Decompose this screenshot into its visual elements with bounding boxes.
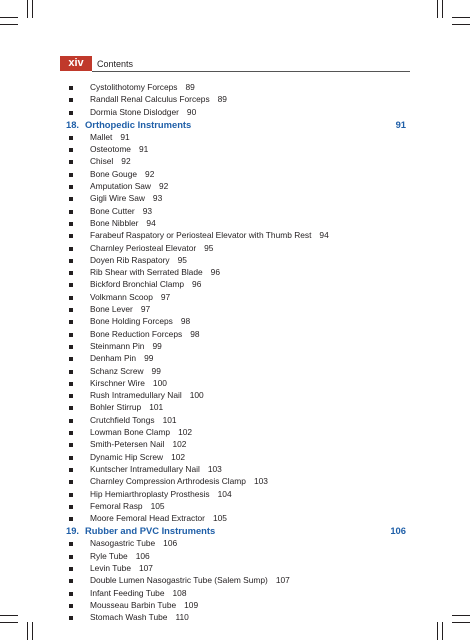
list-item[interactable] <box>66 155 406 167</box>
square-bullet-icon <box>69 148 73 152</box>
list-item[interactable] <box>66 401 406 413</box>
item-text <box>90 254 187 266</box>
item-text <box>90 611 189 623</box>
item-text <box>90 550 150 562</box>
item-text <box>90 537 177 549</box>
item-text <box>90 168 154 180</box>
list-item[interactable] <box>66 168 406 180</box>
item-title: Chisel <box>90 156 114 167</box>
item-page-number: 108 <box>172 587 187 598</box>
list-item[interactable] <box>66 451 406 463</box>
item-page-number: 92 <box>121 156 131 167</box>
list-item[interactable] <box>66 266 406 278</box>
item-title: Charnley Compression Arthrodesis Clamp <box>90 476 246 487</box>
square-bullet-icon <box>69 234 73 238</box>
list-item[interactable] <box>66 562 406 574</box>
list-item[interactable] <box>66 488 406 500</box>
list-item[interactable] <box>66 180 406 192</box>
item-text <box>90 205 152 217</box>
item-title: Amputation Saw <box>90 181 151 192</box>
item-page-number: 99 <box>144 353 154 364</box>
square-bullet-icon <box>69 493 73 497</box>
square-bullet-icon <box>69 394 73 398</box>
item-text <box>90 242 213 254</box>
square-bullet-icon <box>69 222 73 226</box>
item-page-number: 93 <box>152 193 163 204</box>
item-title: Nasogastric Tube <box>90 538 156 549</box>
item-text <box>90 500 165 512</box>
page-number: xiv <box>60 56 92 71</box>
item-text <box>90 278 201 290</box>
item-page-number: 103 <box>207 463 222 474</box>
item-title: Gigli Wire Saw <box>90 193 145 204</box>
item-page-number: 95 <box>204 242 214 253</box>
item-title: Double Lumen Nasogastric Tube (Salem Sump) <box>90 575 268 586</box>
list-item[interactable] <box>66 81 406 93</box>
crop-mark <box>452 17 470 18</box>
item-page-number: 91 <box>138 144 149 155</box>
list-item[interactable] <box>66 340 406 352</box>
item-title: Rush Intramedullary Nail <box>90 390 182 401</box>
square-bullet-icon <box>69 210 73 214</box>
item-page-number: 97 <box>160 291 171 302</box>
item-page-number: 90 <box>186 106 197 117</box>
item-title: Dynamic Hip Screw <box>90 451 164 462</box>
square-bullet-icon <box>69 579 73 583</box>
item-page-number: 105 <box>212 513 227 524</box>
list-item[interactable] <box>66 217 406 229</box>
list-item[interactable] <box>66 242 406 254</box>
item-title: Moore Femoral Head Extractor <box>90 513 205 524</box>
square-bullet-icon <box>69 259 73 263</box>
item-text <box>90 229 329 241</box>
list-item[interactable] <box>66 365 406 377</box>
square-bullet-icon <box>69 616 73 620</box>
item-text <box>90 401 163 413</box>
item-page-number: 91 <box>120 131 130 142</box>
item-title: Lowman Bone Clamp <box>90 427 171 438</box>
item-page-number: 101 <box>162 414 177 425</box>
item-page-number: 105 <box>150 500 165 511</box>
list-item[interactable] <box>66 192 406 204</box>
item-text <box>90 291 170 303</box>
list-item[interactable] <box>66 475 406 487</box>
square-bullet-icon <box>69 555 73 559</box>
crop-mark <box>0 24 18 25</box>
item-text <box>90 192 162 204</box>
page-header <box>60 56 410 72</box>
crop-mark <box>32 622 33 640</box>
crop-mark <box>442 622 443 640</box>
item-title: Volkmann Scoop <box>90 291 153 302</box>
item-page-number: 109 <box>184 599 199 610</box>
item-page-number: 93 <box>142 205 153 216</box>
list-item[interactable] <box>66 537 406 549</box>
item-title: Bone Cutter <box>90 205 135 216</box>
square-bullet-icon <box>69 382 73 386</box>
square-bullet-icon <box>69 357 73 361</box>
item-text <box>90 438 186 450</box>
item-page-number: 94 <box>319 230 329 241</box>
item-title: Schanz Screw <box>90 365 144 376</box>
item-text <box>90 328 200 340</box>
item-title: Bone Gouge <box>90 168 138 179</box>
square-bullet-icon <box>69 480 73 484</box>
item-page-number: 89 <box>217 94 227 105</box>
item-title: Mallet <box>90 131 113 142</box>
item-title: Bone Reduction Forceps <box>90 328 183 339</box>
item-page-number: 102 <box>172 439 187 450</box>
item-page-number: 92 <box>159 181 169 192</box>
crop-mark <box>0 615 18 616</box>
item-page-number: 107 <box>138 562 153 573</box>
crop-mark <box>27 622 28 640</box>
item-text <box>90 599 198 611</box>
item-title: Bone Nibbler <box>90 217 139 228</box>
list-item[interactable] <box>66 352 406 364</box>
item-text <box>90 574 290 586</box>
item-text <box>90 512 227 524</box>
square-bullet-icon <box>69 98 73 102</box>
item-page-number: 95 <box>177 254 187 265</box>
square-bullet-icon <box>69 505 73 509</box>
item-title: Hip Hemiarthroplasty Prosthesis <box>90 488 210 499</box>
crop-mark <box>452 24 470 25</box>
square-bullet-icon <box>69 370 73 374</box>
list-item[interactable] <box>66 229 406 241</box>
item-title: Femoral Rasp <box>90 500 143 511</box>
item-text <box>90 475 268 487</box>
square-bullet-icon <box>69 567 73 571</box>
list-item[interactable] <box>66 315 406 327</box>
item-text <box>90 93 227 105</box>
item-page-number: 96 <box>210 267 220 278</box>
item-text <box>90 266 220 278</box>
square-bullet-icon <box>69 517 73 521</box>
header-rule <box>92 71 410 72</box>
item-title: Bone Holding Forceps <box>90 316 173 327</box>
square-bullet-icon <box>69 197 73 201</box>
item-text <box>90 155 131 167</box>
square-bullet-icon <box>69 419 73 423</box>
item-page-number: 99 <box>151 365 161 376</box>
item-text <box>90 587 186 599</box>
list-item[interactable] <box>66 291 406 303</box>
item-page-number: 102 <box>178 427 193 438</box>
item-title: Denham Pin <box>90 353 137 364</box>
item-title: Rib Shear with Serrated Blade <box>90 267 203 278</box>
list-item[interactable] <box>66 254 406 266</box>
square-bullet-icon <box>69 443 73 447</box>
list-item[interactable] <box>66 574 406 586</box>
item-title: Farabeuf Raspatory or Periosteal Elevator with Thumb Rest <box>90 230 312 241</box>
item-text <box>90 414 177 426</box>
square-bullet-icon <box>69 542 73 546</box>
list-item[interactable] <box>66 512 406 524</box>
item-title: Randall Renal Calculus Forceps <box>90 94 210 105</box>
list-item[interactable] <box>66 389 406 401</box>
square-bullet-icon <box>69 604 73 608</box>
list-item[interactable] <box>66 438 406 450</box>
item-title: Bickford Bronchial Clamp <box>90 279 185 290</box>
item-title: Mousseau Barbin Tube <box>90 599 177 610</box>
crop-mark <box>32 0 33 18</box>
item-page-number: 94 <box>146 217 156 228</box>
item-title: Charnley Periosteal Elevator <box>90 242 197 253</box>
item-page-number: 98 <box>190 328 200 339</box>
square-bullet-icon <box>69 308 73 312</box>
square-bullet-icon <box>69 173 73 177</box>
contents-list <box>66 81 406 623</box>
item-page-number: 97 <box>140 304 151 315</box>
list-item[interactable] <box>66 587 406 599</box>
section-number: 18. <box>66 118 80 130</box>
item-text <box>90 389 204 401</box>
item-page-number: 100 <box>189 390 204 401</box>
crop-mark <box>0 622 18 623</box>
item-text <box>90 365 161 377</box>
item-title: Infant Feeding Tube <box>90 587 165 598</box>
item-text <box>90 106 196 118</box>
item-title: Crutchfield Tongs <box>90 414 155 425</box>
item-page-number: 92 <box>145 168 155 179</box>
square-bullet-icon <box>69 468 73 472</box>
item-title: Kuntscher Intramedullary Nail <box>90 463 200 474</box>
list-item[interactable] <box>66 303 406 315</box>
item-text <box>90 426 192 438</box>
section-heading[interactable] <box>66 118 406 131</box>
item-text <box>90 377 167 389</box>
square-bullet-icon <box>69 296 73 300</box>
square-bullet-icon <box>69 160 73 164</box>
item-text <box>90 488 232 500</box>
item-page-number: 98 <box>180 316 191 327</box>
square-bullet-icon <box>69 592 73 596</box>
square-bullet-icon <box>69 345 73 349</box>
item-text <box>90 143 148 155</box>
list-item[interactable] <box>66 131 406 143</box>
item-text <box>90 315 190 327</box>
item-title: Kirschner Wire <box>90 377 145 388</box>
square-bullet-icon <box>69 431 73 435</box>
crop-mark <box>437 0 438 18</box>
item-title: Levin Tube <box>90 562 131 573</box>
square-bullet-icon <box>69 456 73 460</box>
item-text <box>90 352 153 364</box>
running-head: Contents <box>97 59 134 69</box>
item-page-number: 107 <box>275 575 290 586</box>
square-bullet-icon <box>69 247 73 251</box>
item-title: Cystolithotomy Forceps <box>90 82 178 92</box>
square-bullet-icon <box>69 283 73 287</box>
item-page-number: 101 <box>149 402 164 413</box>
item-title: Stomach Wash Tube <box>90 612 168 623</box>
item-title: Doyen Rib Raspatory <box>90 254 170 265</box>
square-bullet-icon <box>69 86 73 90</box>
square-bullet-icon <box>69 185 73 189</box>
item-page-number: 99 <box>152 340 162 351</box>
section-page-number: 91 <box>395 118 406 130</box>
item-text <box>90 303 150 315</box>
item-page-number: 110 <box>175 612 189 623</box>
item-text <box>90 81 195 93</box>
crop-mark <box>442 0 443 18</box>
list-item[interactable] <box>66 328 406 340</box>
list-item[interactable] <box>66 500 406 512</box>
item-page-number: 106 <box>135 550 150 561</box>
crop-mark <box>0 17 18 18</box>
square-bullet-icon <box>69 136 73 140</box>
item-text <box>90 217 156 229</box>
item-text <box>90 463 222 475</box>
list-item[interactable] <box>66 377 406 389</box>
square-bullet-icon <box>69 406 73 410</box>
square-bullet-icon <box>69 111 73 115</box>
list-item[interactable] <box>66 599 406 611</box>
item-page-number: 100 <box>152 377 167 388</box>
item-text <box>90 451 185 463</box>
item-title: Bohler Stirrup <box>90 402 142 413</box>
section-title: Rubber and PVC Instruments <box>85 525 216 537</box>
item-title: Ryle Tube <box>90 550 128 561</box>
item-title: Smith-Petersen Nail <box>90 439 165 450</box>
section-page-number: 106 <box>390 525 406 537</box>
item-text <box>90 340 162 352</box>
section-heading[interactable] <box>66 524 406 537</box>
section-title: Orthopedic Instruments <box>85 118 192 130</box>
crop-mark <box>452 615 470 616</box>
list-item[interactable] <box>66 106 406 118</box>
list-item[interactable] <box>66 93 406 105</box>
item-page-number: 96 <box>192 279 202 290</box>
list-item[interactable] <box>66 414 406 426</box>
item-page-number: 89 <box>185 82 195 92</box>
item-text <box>90 562 153 574</box>
crop-mark <box>27 0 28 18</box>
item-page-number: 106 <box>163 538 178 549</box>
crop-mark <box>452 622 470 623</box>
crop-mark <box>437 622 438 640</box>
list-item[interactable] <box>66 278 406 290</box>
list-item[interactable] <box>66 205 406 217</box>
list-item[interactable] <box>66 143 406 155</box>
list-item[interactable] <box>66 550 406 562</box>
item-page-number: 104 <box>217 488 232 499</box>
item-page-number: 103 <box>253 476 268 487</box>
item-text <box>90 180 168 192</box>
list-item[interactable] <box>66 611 406 623</box>
square-bullet-icon <box>69 320 73 324</box>
list-item[interactable] <box>66 463 406 475</box>
item-text <box>90 131 130 143</box>
list-item[interactable] <box>66 426 406 438</box>
item-page-number: 102 <box>171 451 186 462</box>
item-title: Osteotome <box>90 144 131 155</box>
square-bullet-icon <box>69 333 73 337</box>
item-title: Dormia Stone Dislodger <box>90 106 179 117</box>
item-title: Steinmann Pin <box>90 340 145 351</box>
square-bullet-icon <box>69 271 73 275</box>
section-number: 19. <box>66 525 80 537</box>
item-title: Bone Lever <box>90 304 133 315</box>
